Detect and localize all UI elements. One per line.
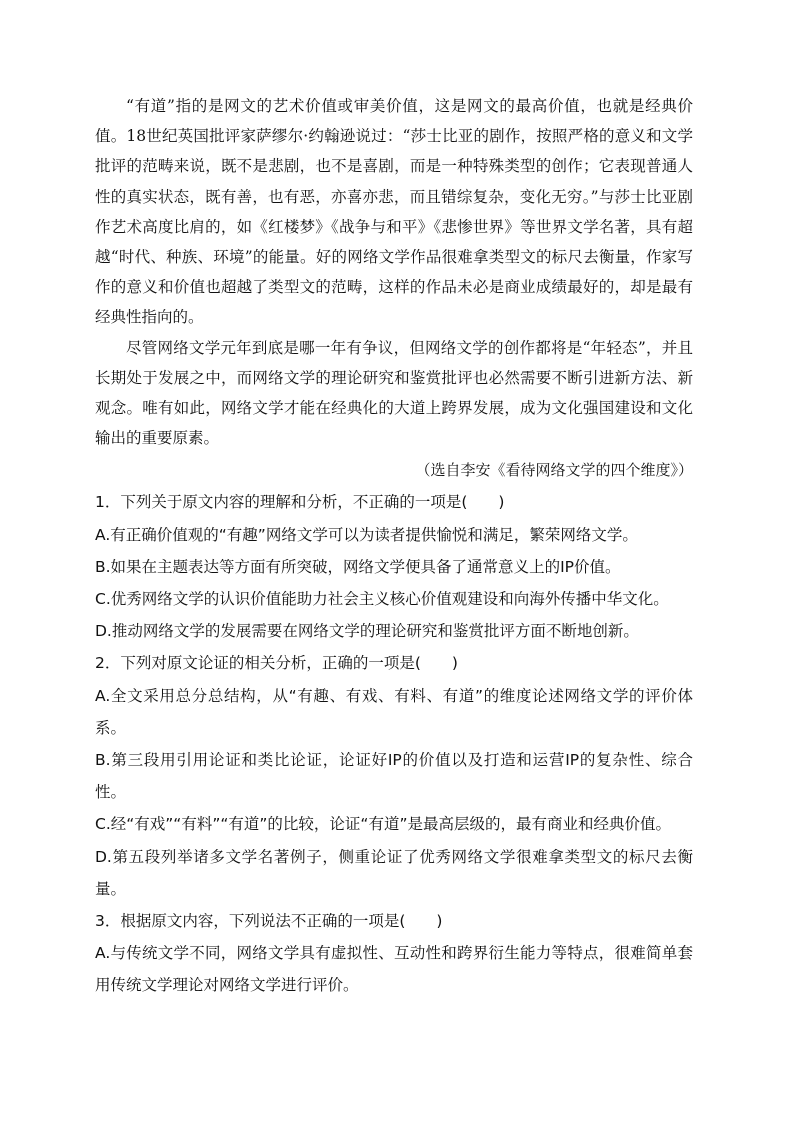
reading-passage xyxy=(95,91,693,485)
question-1 xyxy=(95,486,693,647)
option-c: C.经“有戏”“有料”“有道”的比较，论证“有道”是最高层级的，最有商业和经典价值。 xyxy=(95,815,671,834)
question-stem: 1．下列关于原文内容的理解和分析，不正确的一项是( ) xyxy=(95,493,505,512)
passage-source: （选自李安《看待网络文学的四个维度》） xyxy=(415,461,693,480)
question-list xyxy=(95,486,693,1001)
option-c: C.优秀网络文学的认识价值能助力社会主义核心价值观建设和向海外传播中华文化。 xyxy=(95,590,669,609)
option-a: A.全文采用总分总结构，从“有趣、有戏、有料、有道”的维度论述网络文学的评价体系。 xyxy=(95,686,693,737)
option-b: B.如果在主题表达等方面有所突破，网络文学便具备了通常意义上的IP价值。 xyxy=(95,557,621,576)
option-d: D.第五段列举诸多文学名著例子，侧重论证了优秀网络文学很难拿类型文的标尺去衡量。 xyxy=(95,847,693,898)
question-stem: 3．根据原文内容，下列说法不正确的一项是( ) xyxy=(95,912,443,931)
question-3 xyxy=(95,905,693,1002)
question-2 xyxy=(95,647,693,905)
option-a: A.有正确价值观的“有趣”网络文学可以为读者提供愉悦和满足，繁荣网络文学。 xyxy=(95,525,638,544)
page-content xyxy=(95,91,693,1002)
question-stem: 2．下列对原文论证的相关分析，正确的一项是( ) xyxy=(95,654,458,673)
passage-paragraph-1: “有道”指的是网文的艺术价值或审美价值，这是网文的最高价值，也就是经典价值。18世纪英国批评家萨缪尔·约翰逊说过：“莎士比亚的剧作，按照严格的意义和文学批评的范畴来说，既不是悲剧，也不是喜剧，而是一种特殊类型的创作；它表现普通人性的真实状态，既有善，也有恶，亦喜亦悲，而且错综复杂，变化无穷。”与莎士比亚剧作艺术高度比肩的，如《红楼梦》《战争与和平》《悲惨世界》等世界文学名著，具有超越“时代、种族、环境”的能量。好的网络文学作品很难拿类型文的标尺去衡量，作家写作的意义和价值也超越了类型文的范畴，这样的作品未必是商业成绩最好的，却是最有经典性指向的。 xyxy=(95,97,693,327)
passage-paragraph-2: 尽管网络文学元年到底是哪一年有争议，但网络文学的创作都将是“年轻态”，并且长期处于发展之中，而网络文学的理论研究和鉴赏批评也必然需要不断引进新方法、新观念。唯有如此，网络文学才能在经典化的大道上跨界发展，成为文化强国建设和文化输出的重要原素。 xyxy=(95,338,693,448)
option-b: B.第三段用引用论证和类比论证，论证好IP的价值以及打造和运营IP的复杂性、综合性。 xyxy=(95,751,693,802)
option-d: D.推动网络文学的发展需要在网络文学的理论研究和鉴赏批评方面不断地创新。 xyxy=(95,622,639,641)
option-a: A.与传统文学不同，网络文学具有虚拟性、互动性和跨界衍生能力等特点，很难简单套用传统文学理论对网络文学进行评价。 xyxy=(95,944,693,995)
